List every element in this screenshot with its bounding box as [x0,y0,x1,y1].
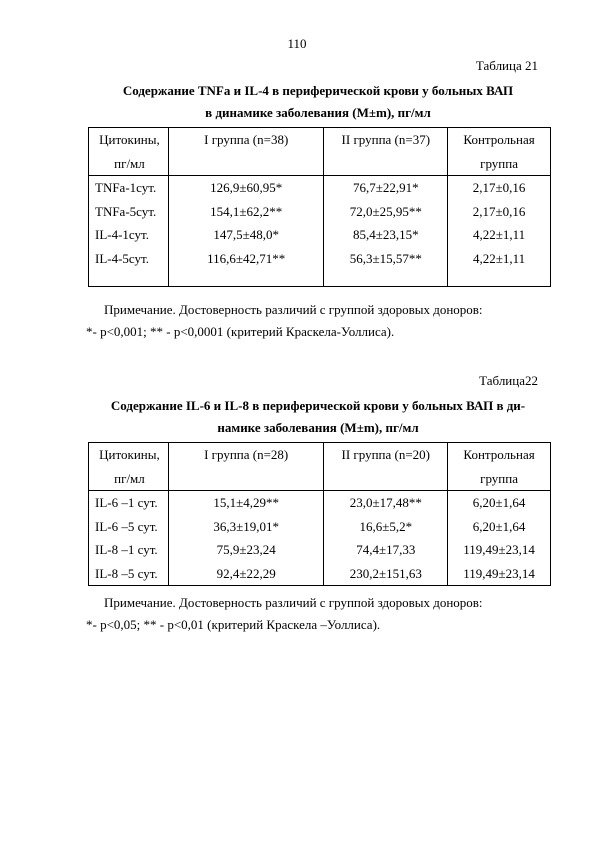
table-cell: IL-4-5сут. [89,247,169,271]
table-cell: 4,22±1,11 [448,247,551,271]
table-cell: 56,3±15,57** [324,247,448,271]
header-control-line2: группа [480,155,518,171]
header-control-line1: Контрольная [463,132,535,147]
table-cell: 154,1±62,2** [168,200,324,224]
table-cell: TNFa-5сут. [89,200,169,224]
table-cell: 16,6±5,2* [324,515,448,539]
table-cell-empty [448,270,551,287]
header-control-line1: Контрольная [463,447,535,462]
header-cytokines-line2: пг/мл [114,470,145,486]
table-22-label: Таблица22 [479,373,538,388]
table-cell: 76,7±22,91* [324,176,448,200]
table-21-title-line1: Содержание TNFa и IL-4 в периферической крови у больных ВАП [122,83,514,98]
table-row [89,200,551,224]
table-row [89,176,551,200]
table-cell: 6,20±1,64 [448,491,551,515]
table-21-title [86,80,550,124]
table-cell: 92,4±22,29 [168,562,323,586]
header-cytokines-line1: Цитокины, [99,132,160,147]
table-cell: 6,20±1,64 [448,515,551,539]
table-21-title-line2: в динамике заболевания (M±m), пг/мл [205,105,431,120]
table-header-row [89,443,551,491]
header-group-2: II группа (n=37) [324,128,448,176]
table-cell: IL-4-1сут. [89,223,169,247]
table-row [89,247,551,271]
table-cell: TNFa-1сут. [89,176,169,200]
table-cell: 147,5±48,0* [168,223,324,247]
table-spacer-row [89,270,551,287]
table-cell: 75,9±23,24 [168,538,323,562]
header-cytokines [89,128,169,176]
table-22-note-line1: Примечание. Достоверность различий с группой здоровых доноров: [104,595,483,610]
table-row [89,538,551,562]
table-22-title-line2: намике заболевания (M±m), пг/мл [217,420,419,435]
table-21-note [86,299,556,343]
table-21-note-line2: *- p<0,001; ** - p<0,0001 (критерий Краскела-Уоллиса). [86,324,395,339]
table-cell: 119,49±23,14 [448,538,551,562]
table-22-note [86,592,556,636]
table-cell: 74,4±17,33 [324,538,448,562]
table-cell: 2,17±0,16 [448,200,551,224]
table-cell-empty [168,270,324,287]
header-cytokines [89,443,169,491]
table-cell: 116,6±42,71** [168,247,324,271]
table-cell-empty [89,270,169,287]
table-cell: IL-8 –1 сут. [89,538,169,562]
table-row [89,515,551,539]
table-row [89,223,551,247]
table-cell: IL-6 –1 сут. [89,491,169,515]
header-control [448,128,551,176]
header-cytokines-line1: Цитокины, [99,447,160,462]
table-cell: IL-6 –5 сут. [89,515,169,539]
header-control-line2: группа [480,470,518,486]
table-22 [88,442,551,586]
header-group-1: I группа (n=28) [168,443,323,491]
table-cell: 72,0±25,95** [324,200,448,224]
header-control [448,443,551,491]
table-cell: IL-8 –5 сут. [89,562,169,586]
table-row [89,562,551,586]
table-21-note-line1: Примечание. Достоверность различий с группой здоровых доноров: [104,302,483,317]
header-cytokines-line2: пг/мл [114,155,145,171]
table-cell: 23,0±17,48** [324,491,448,515]
table-21-label: Таблица 21 [475,58,538,73]
table-cell: 4,22±1,11 [448,223,551,247]
table-cell: 36,3±19,01* [168,515,323,539]
page-number: 110 [287,36,307,51]
table-cell: 85,4±23,15* [324,223,448,247]
table-header-row [89,128,551,176]
table-cell-empty [324,270,448,287]
table-cell: 2,17±0,16 [448,176,551,200]
table-cell: 15,1±4,29** [168,491,323,515]
table-22-note-line2: *- p<0,05; ** - p<0,01 (критерий Краскела –Уоллиса). [86,617,381,632]
table-cell: 230,2±151,63 [324,562,448,586]
header-group-1: I группа (n=38) [168,128,324,176]
table-22-title-line1: Содержание IL-6 и IL-8 в периферической крови у больных ВАП в ди- [110,398,526,413]
table-row [89,491,551,515]
table-cell: 126,9±60,95* [168,176,324,200]
table-22-title [86,395,550,439]
table-cell: 119,49±23,14 [448,562,551,586]
table-21 [88,127,551,287]
header-group-2: II группа (n=20) [324,443,448,491]
